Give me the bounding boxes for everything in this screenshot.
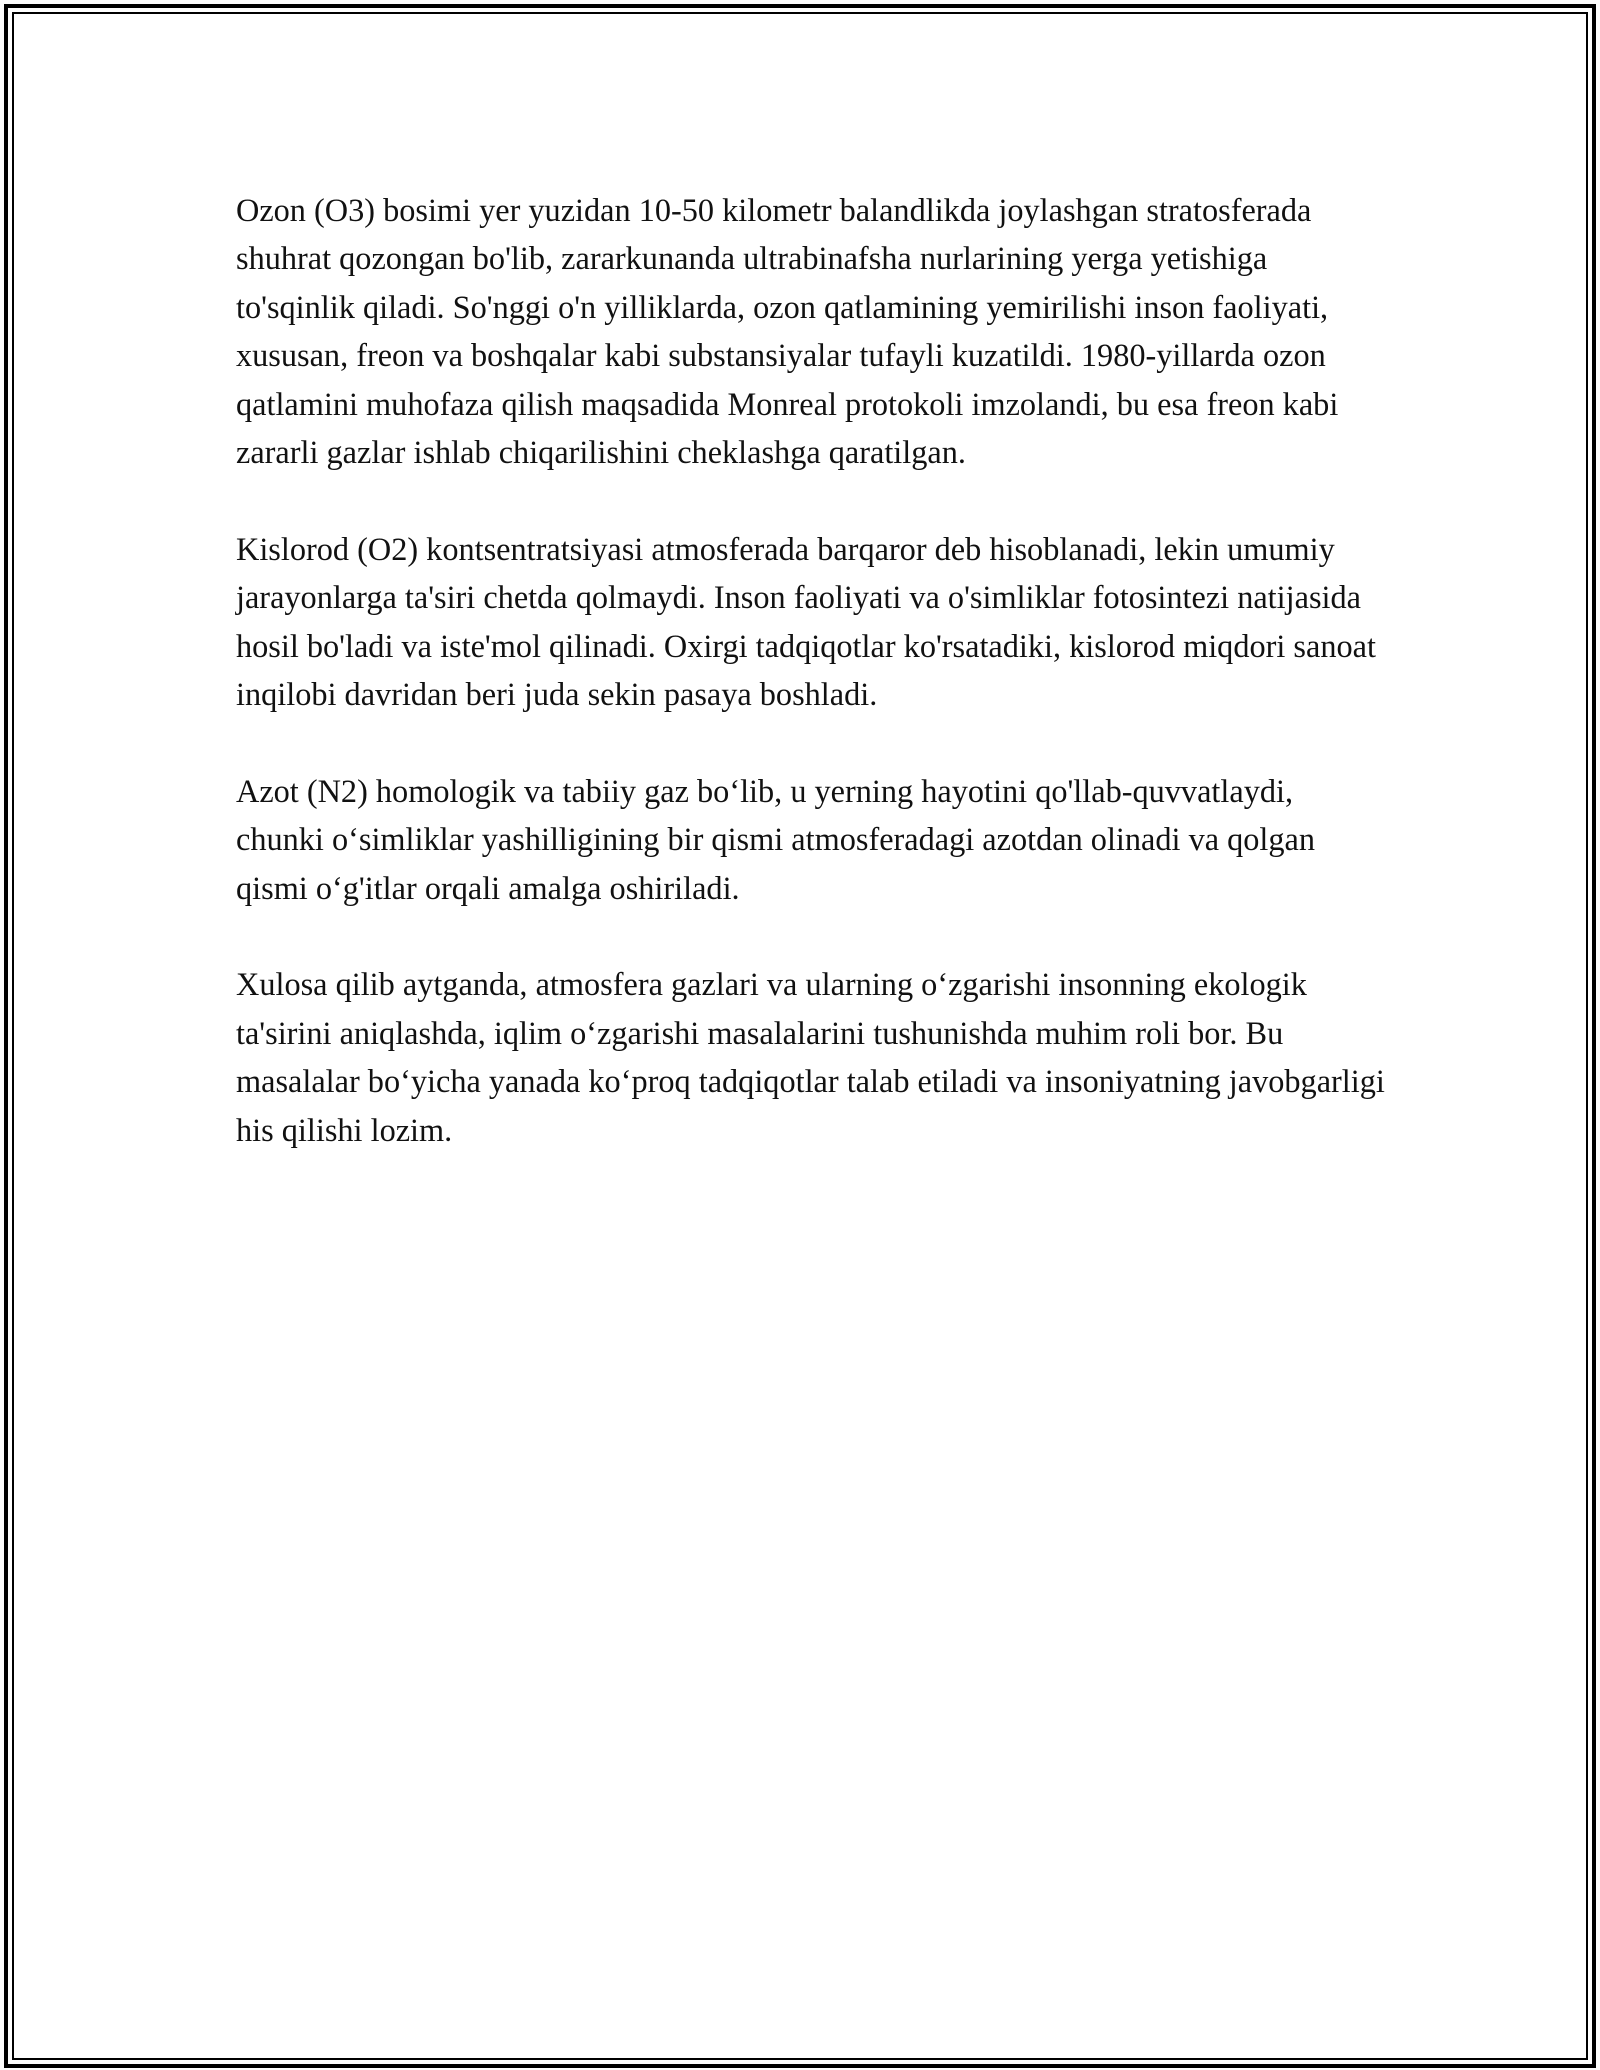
paragraph-nitrogen: Azot (N2) homologik va tabiiy gaz bo‘lib, u yerning hayotini qo'llab-quvvatlaydi, chunki o‘simliklar yashilligining bir qismi atmosferadagi azotdan olinadi va qolgan qismi o‘g'itlar orqali amalga oshiriladi. (236, 772, 1316, 906)
paragraph-oxygen: Kislorod (O2) kontsentratsiyasi atmosferada barqaror deb hisoblanadi, lekin umumiy jarayonlarga ta'siri chetda qolmaydi. Inson faoliyati va o'simliklar fotosintezi natijasida hosil bo'ladi va iste'mol qilinadi. Oxirgi tadqiqotlar ko'rsatadiki, kislorod miqdori sanoat inqilobi davridan beri juda sekin pasaya boshladi. (236, 530, 1376, 713)
document-body (236, 186, 1386, 1202)
paragraph-ozone: Ozon (O3) bosimi yer yuzidan 10-50 kilometr balandlikda joylashgan stratosferada shuhrat qozongan bo'lib, zararkunanda ultrabinafsha nurlarining yerga yetishiga to'sqinlik qiladi. So'nggi o'n yilliklarda, ozon qatlamining yemirilishi inson faoliyati, xususan, freon va boshqalar kabi substansiyalar tufayli kuzatildi. 1980-yillarda ozon qatlamini muhofaza qilish maqsadida Monreal protokoli imzolandi, bu esa freon kabi zararli gazlar ishlab chiqarilishini cheklashga qaratilgan. (236, 192, 1339, 471)
paragraph-conclusion: Xulosa qilib aytganda, atmosfera gazlari va ularning o‘zgarishi insonning ekologik ta'sirini aniqlashda, iqlim o‘zgarishi masalalarini tushunishda muhim roli bor. Bu masalalar bo‘yicha yanada ko‘proq tadqiqotlar talab etiladi va insoniyatning javobgarligi his qilishi lozim. (236, 966, 1385, 1148)
